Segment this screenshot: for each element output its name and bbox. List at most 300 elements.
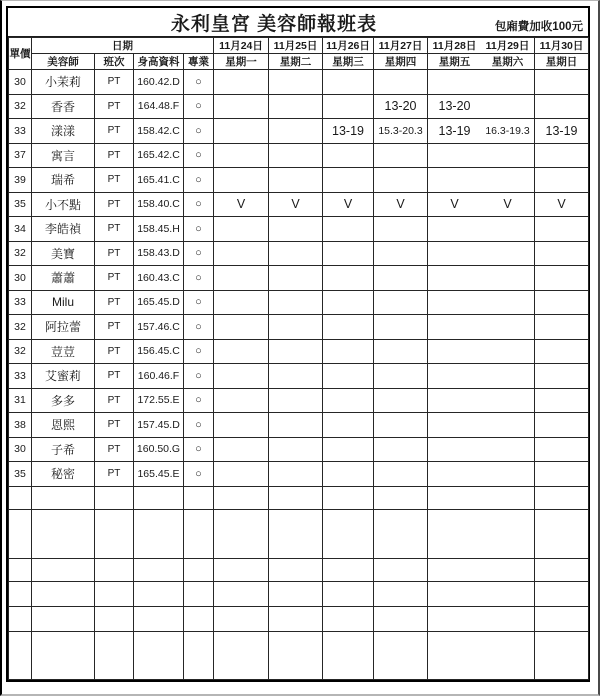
profile-cell[interactable]: 165.45.E	[134, 462, 184, 487]
schedule-cell[interactable]	[374, 315, 428, 340]
schedule-cell-merged[interactable]	[428, 339, 535, 364]
schedule-cell[interactable]	[374, 413, 428, 438]
name-cell[interactable]: 香香	[32, 94, 95, 119]
schedule-cell[interactable]: V	[214, 192, 269, 217]
empty-cell[interactable]	[32, 558, 95, 581]
schedule-cell[interactable]	[214, 241, 269, 266]
schedule-cell[interactable]: 15.3-20.3	[374, 119, 428, 144]
schedule-cell[interactable]	[214, 119, 269, 144]
shift-cell[interactable]: PT	[95, 364, 134, 389]
shift-cell[interactable]: PT	[95, 168, 134, 193]
table-row	[9, 339, 589, 364]
specialty-cell[interactable]: ○	[184, 192, 214, 217]
shift-cell[interactable]: PT	[95, 119, 134, 144]
schedule-cell[interactable]	[323, 266, 374, 291]
empty-cell[interactable]	[134, 631, 184, 679]
empty-cell[interactable]	[214, 486, 269, 509]
table-row	[9, 241, 589, 266]
profile-cell[interactable]: 157.46.C	[134, 315, 184, 340]
schedule-cell-merged[interactable]	[428, 192, 535, 217]
empty-cell[interactable]	[269, 606, 323, 631]
schedule-cell[interactable]	[374, 462, 428, 487]
empty-cell[interactable]	[184, 509, 214, 558]
schedule-cell[interactable]: 13-20	[374, 94, 428, 119]
schedule-cell[interactable]	[269, 94, 323, 119]
empty-cell[interactable]	[184, 606, 214, 631]
empty-cell[interactable]	[374, 581, 428, 606]
shift-cell[interactable]: PT	[95, 437, 134, 462]
empty-cell[interactable]	[323, 581, 374, 606]
name-cell[interactable]: 瑞希	[32, 168, 95, 193]
schedule-cell[interactable]	[323, 364, 374, 389]
name-cell[interactable]: 小茉莉	[32, 70, 95, 95]
schedule-cell-merged[interactable]	[428, 70, 535, 95]
empty-cell[interactable]	[323, 486, 374, 509]
empty-cell[interactable]	[535, 581, 589, 606]
schedule-cell[interactable]	[214, 168, 269, 193]
schedule-sheet	[6, 6, 590, 682]
schedule-cell[interactable]	[269, 290, 323, 315]
empty-cell[interactable]	[428, 486, 535, 509]
table-row	[9, 94, 589, 119]
schedule-cell[interactable]	[535, 143, 589, 168]
schedule-cell-merged[interactable]	[428, 217, 535, 242]
table-row	[9, 143, 589, 168]
empty-cell[interactable]	[9, 581, 32, 606]
empty-row	[9, 558, 589, 581]
empty-cell[interactable]	[428, 631, 535, 679]
specialty-cell[interactable]: ○	[184, 462, 214, 487]
room-fee-note: 包廂費加收100元	[494, 21, 583, 33]
schedule-cell[interactable]	[323, 70, 374, 95]
specialty-cell[interactable]: ○	[184, 143, 214, 168]
shift-cell[interactable]: PT	[95, 241, 134, 266]
profile-cell[interactable]: 164.48.F	[134, 94, 184, 119]
name-cell[interactable]: Milu	[32, 290, 95, 315]
schedule-cell[interactable]	[535, 94, 589, 119]
schedule-cell-merged[interactable]	[428, 462, 535, 487]
empty-cell[interactable]	[9, 486, 32, 509]
empty-cell[interactable]	[134, 509, 184, 558]
beautician-header[interactable]: 美容師	[32, 54, 95, 70]
specialty-cell[interactable]: ○	[184, 364, 214, 389]
schedule-cell[interactable]	[323, 413, 374, 438]
schedule-cell[interactable]	[269, 388, 323, 413]
schedule-cell[interactable]: V	[535, 192, 589, 217]
price-cell[interactable]: 38	[9, 413, 32, 438]
empty-cell[interactable]	[535, 631, 589, 679]
empty-cell[interactable]	[95, 558, 134, 581]
empty-cell[interactable]	[374, 606, 428, 631]
price-cell[interactable]: 34	[9, 217, 32, 242]
name-cell[interactable]: 子希	[32, 437, 95, 462]
schedule-cell[interactable]	[214, 364, 269, 389]
schedule-cell[interactable]	[323, 462, 374, 487]
weekday-header[interactable]: 星期一	[214, 54, 269, 70]
empty-cell[interactable]	[214, 606, 269, 631]
profile-cell[interactable]: 158.40.C	[134, 192, 184, 217]
empty-cell[interactable]	[535, 486, 589, 509]
specialty-cell[interactable]: ○	[184, 217, 214, 242]
schedule-cell[interactable]	[214, 70, 269, 95]
page-title: 永利皇宮 美容師報班表	[170, 13, 378, 35]
empty-cell[interactable]	[323, 606, 374, 631]
schedule-cell[interactable]	[214, 290, 269, 315]
empty-cell[interactable]	[428, 509, 535, 558]
price-cell[interactable]: 37	[9, 143, 32, 168]
empty-cell[interactable]	[32, 606, 95, 631]
shift-cell[interactable]: PT	[95, 70, 134, 95]
empty-cell[interactable]	[214, 509, 269, 558]
shift-cell[interactable]: PT	[95, 339, 134, 364]
empty-cell[interactable]	[323, 558, 374, 581]
name-cell[interactable]: 荳荳	[32, 339, 95, 364]
schedule-cell[interactable]	[535, 290, 589, 315]
price-cell[interactable]: 33	[9, 290, 32, 315]
schedule-cell[interactable]: V	[269, 192, 323, 217]
table-row	[9, 437, 589, 462]
specialty-cell[interactable]: ○	[184, 168, 214, 193]
profile-cell[interactable]: 160.42.D	[134, 70, 184, 95]
price-cell[interactable]: 31	[9, 388, 32, 413]
schedule-cell[interactable]: V	[323, 192, 374, 217]
table-row	[9, 462, 589, 487]
schedule-cell[interactable]	[214, 315, 269, 340]
empty-cell[interactable]	[428, 606, 535, 631]
empty-cell[interactable]	[269, 558, 323, 581]
empty-cell[interactable]	[9, 558, 32, 581]
empty-cell[interactable]	[134, 486, 184, 509]
day-date-header[interactable]: 11月30日	[535, 38, 589, 54]
shift-cell[interactable]: PT	[95, 388, 134, 413]
day-date-header[interactable]: 11月25日	[269, 38, 323, 54]
schedule-cell-merged[interactable]	[428, 437, 535, 462]
specialty-cell[interactable]: ○	[184, 388, 214, 413]
day-date-header-merged[interactable]	[428, 38, 535, 54]
specialty-cell[interactable]: ○	[184, 266, 214, 291]
empty-cell[interactable]	[214, 581, 269, 606]
price-cell[interactable]: 30	[9, 70, 32, 95]
empty-cell[interactable]	[374, 631, 428, 679]
schedule-cell[interactable]	[269, 437, 323, 462]
schedule-cell[interactable]	[374, 143, 428, 168]
shift-header[interactable]: 班次	[95, 54, 134, 70]
shift-cell[interactable]: PT	[95, 413, 134, 438]
weekday-header[interactable]: 星期日	[535, 54, 589, 70]
profile-cell[interactable]: 165.41.C	[134, 168, 184, 193]
price-cell[interactable]: 32	[9, 339, 32, 364]
price-cell[interactable]: 32	[9, 241, 32, 266]
price-cell[interactable]: 33	[9, 364, 32, 389]
schedule-cell[interactable]	[214, 413, 269, 438]
empty-cell[interactable]	[374, 509, 428, 558]
weekday-header-merged[interactable]	[428, 54, 535, 70]
empty-cell[interactable]	[269, 581, 323, 606]
empty-cell[interactable]	[32, 486, 95, 509]
table-row	[9, 192, 589, 217]
table-row	[9, 364, 589, 389]
schedule-cell[interactable]	[323, 241, 374, 266]
schedule-cell[interactable]	[269, 364, 323, 389]
empty-row	[9, 631, 589, 679]
schedule-cell[interactable]: V	[374, 192, 428, 217]
schedule-cell[interactable]	[214, 217, 269, 242]
schedule-cell-merged-left: 13-20	[438, 99, 471, 114]
profile-cell[interactable]: 160.43.C	[134, 266, 184, 291]
profile-cell[interactable]: 160.46.F	[134, 364, 184, 389]
date-header-row	[9, 38, 589, 54]
day-date-header[interactable]: 11月24日	[214, 38, 269, 54]
schedule-cell[interactable]	[535, 388, 589, 413]
table-row	[9, 217, 589, 242]
schedule-cell[interactable]	[323, 217, 374, 242]
schedule-cell[interactable]	[374, 437, 428, 462]
empty-cell[interactable]	[9, 631, 32, 679]
shift-cell[interactable]: PT	[95, 94, 134, 119]
schedule-cell-merged[interactable]	[428, 94, 535, 119]
empty-cell[interactable]	[95, 581, 134, 606]
schedule-cell[interactable]	[269, 168, 323, 193]
price-cell[interactable]: 39	[9, 168, 32, 193]
price-cell[interactable]: 30	[9, 437, 32, 462]
schedule-cell[interactable]	[269, 70, 323, 95]
schedule-cell[interactable]	[374, 217, 428, 242]
name-cell[interactable]: 恩熙	[32, 413, 95, 438]
schedule-cell[interactable]	[374, 266, 428, 291]
empty-cell[interactable]	[95, 509, 134, 558]
schedule-cell[interactable]	[323, 388, 374, 413]
profile-cell[interactable]: 157.45.D	[134, 413, 184, 438]
schedule-cell[interactable]	[214, 266, 269, 291]
weekday-header[interactable]: 星期四	[374, 54, 428, 70]
name-cell[interactable]: 美寶	[32, 241, 95, 266]
empty-cell[interactable]	[428, 558, 535, 581]
empty-cell[interactable]	[269, 486, 323, 509]
schedule-cell[interactable]	[323, 339, 374, 364]
schedule-cell-merged[interactable]	[428, 241, 535, 266]
schedule-cell[interactable]	[323, 290, 374, 315]
empty-cell[interactable]	[184, 581, 214, 606]
empty-cell[interactable]	[134, 606, 184, 631]
specialty-cell[interactable]: ○	[184, 241, 214, 266]
empty-row	[9, 509, 589, 558]
empty-cell[interactable]	[374, 558, 428, 581]
schedule-cell-merged[interactable]	[428, 119, 535, 144]
empty-cell[interactable]	[32, 631, 95, 679]
empty-cell[interactable]	[535, 509, 589, 558]
schedule-cell[interactable]	[323, 168, 374, 193]
unit-price-header[interactable]: 單價	[9, 38, 32, 70]
schedule-cell-merged-left: 13-19	[438, 123, 471, 138]
profile-cell[interactable]: 172.55.E	[134, 388, 184, 413]
schedule-cell-merged-right: 16.3-19.3	[485, 124, 530, 137]
table-row	[9, 388, 589, 413]
empty-cell[interactable]	[214, 631, 269, 679]
empty-cell[interactable]	[95, 631, 134, 679]
specialty-header[interactable]: 專業	[184, 54, 214, 70]
profile-cell[interactable]: 165.42.C	[134, 143, 184, 168]
day-date-header[interactable]: 11月26日	[323, 38, 374, 54]
specialty-cell[interactable]: ○	[184, 315, 214, 340]
schedule-cell[interactable]	[214, 339, 269, 364]
empty-cell[interactable]	[32, 509, 95, 558]
week-header-row	[9, 54, 589, 70]
schedule-cell[interactable]	[323, 437, 374, 462]
schedule-cell[interactable]	[535, 437, 589, 462]
empty-cell[interactable]	[9, 606, 32, 631]
name-cell[interactable]: 蕭蕭	[32, 266, 95, 291]
price-cell[interactable]: 33	[9, 119, 32, 144]
schedule-cell[interactable]	[214, 143, 269, 168]
shift-cell[interactable]: PT	[95, 315, 134, 340]
empty-cell[interactable]	[269, 631, 323, 679]
empty-cell[interactable]	[323, 509, 374, 558]
schedule-cell[interactable]	[323, 94, 374, 119]
schedule-cell[interactable]	[535, 168, 589, 193]
schedule-cell[interactable]	[374, 241, 428, 266]
empty-row	[9, 606, 589, 631]
schedule-cell[interactable]	[374, 339, 428, 364]
specialty-cell[interactable]: ○	[184, 290, 214, 315]
date-label-header[interactable]: 日期	[32, 38, 214, 54]
profile-cell[interactable]: 158.45.H	[134, 217, 184, 242]
name-cell[interactable]: 秘密	[32, 462, 95, 487]
name-cell[interactable]: 阿拉蕾	[32, 315, 95, 340]
profile-cell[interactable]: 165.45.D	[134, 290, 184, 315]
schedule-cell[interactable]	[269, 315, 323, 340]
profile-cell[interactable]: 160.50.G	[134, 437, 184, 462]
schedule-cell-merged[interactable]	[428, 315, 535, 340]
schedule-cell[interactable]	[374, 364, 428, 389]
day-date-header[interactable]: 11月27日	[374, 38, 428, 54]
empty-cell[interactable]	[269, 509, 323, 558]
schedule-cell[interactable]	[535, 364, 589, 389]
schedule-cell[interactable]	[374, 290, 428, 315]
empty-cell[interactable]	[134, 581, 184, 606]
schedule-cell[interactable]	[374, 70, 428, 95]
weekday-header[interactable]: 星期二	[269, 54, 323, 70]
name-cell[interactable]: 多多	[32, 388, 95, 413]
schedule-cell[interactable]	[269, 217, 323, 242]
schedule-cell-merged[interactable]	[428, 364, 535, 389]
empty-cell[interactable]	[184, 631, 214, 679]
specialty-cell[interactable]: ○	[184, 339, 214, 364]
schedule-cell[interactable]	[269, 266, 323, 291]
schedule-cell[interactable]	[535, 462, 589, 487]
schedule-cell[interactable]	[269, 339, 323, 364]
schedule-cell[interactable]: 13-19	[323, 119, 374, 144]
profile-cell[interactable]: 156.45.C	[134, 339, 184, 364]
schedule-cell[interactable]	[269, 143, 323, 168]
shift-cell[interactable]: PT	[95, 192, 134, 217]
empty-cell[interactable]	[134, 558, 184, 581]
shift-cell[interactable]: PT	[95, 462, 134, 487]
specialty-cell[interactable]: ○	[184, 70, 214, 95]
profile-cell[interactable]: 158.43.D	[134, 241, 184, 266]
shift-cell[interactable]: PT	[95, 143, 134, 168]
table-row	[9, 315, 589, 340]
price-cell[interactable]: 35	[9, 462, 32, 487]
shift-cell[interactable]: PT	[95, 266, 134, 291]
table-row	[9, 168, 589, 193]
name-cell[interactable]: 李皓禎	[32, 217, 95, 242]
profile-header[interactable]: 身高資料	[134, 54, 184, 70]
table-row	[9, 413, 589, 438]
empty-cell[interactable]	[535, 558, 589, 581]
schedule-cell[interactable]	[214, 462, 269, 487]
price-cell[interactable]: 32	[9, 315, 32, 340]
name-cell[interactable]: 艾蜜莉	[32, 364, 95, 389]
specialty-cell[interactable]: ○	[184, 437, 214, 462]
schedule-cell[interactable]	[535, 217, 589, 242]
empty-cell[interactable]	[95, 606, 134, 631]
schedule-cell[interactable]	[214, 388, 269, 413]
empty-cell[interactable]	[428, 581, 535, 606]
empty-cell[interactable]	[32, 581, 95, 606]
schedule-cell[interactable]	[374, 168, 428, 193]
schedule-cell[interactable]	[269, 462, 323, 487]
empty-cell[interactable]	[535, 606, 589, 631]
schedule-cell[interactable]	[269, 241, 323, 266]
schedule-cell[interactable]	[323, 143, 374, 168]
empty-cell[interactable]	[95, 486, 134, 509]
empty-cell[interactable]	[9, 509, 32, 558]
schedule-cell[interactable]	[214, 94, 269, 119]
weekday-header[interactable]: 星期三	[323, 54, 374, 70]
table-row	[9, 266, 589, 291]
schedule-cell-merged[interactable]	[428, 143, 535, 168]
profile-cell[interactable]: 158.42.C	[134, 119, 184, 144]
shift-cell[interactable]: PT	[95, 217, 134, 242]
schedule-cell[interactable]	[535, 413, 589, 438]
empty-cell[interactable]	[184, 486, 214, 509]
specialty-cell[interactable]: ○	[184, 94, 214, 119]
name-cell[interactable]: 寓言	[32, 143, 95, 168]
schedule-cell-merged[interactable]	[428, 290, 535, 315]
schedule-cell[interactable]	[535, 315, 589, 340]
price-cell[interactable]: 35	[9, 192, 32, 217]
schedule-cell[interactable]	[374, 388, 428, 413]
empty-cell[interactable]	[374, 486, 428, 509]
schedule-cell[interactable]	[535, 266, 589, 291]
empty-cell[interactable]	[323, 631, 374, 679]
schedule-cell-merged[interactable]	[428, 413, 535, 438]
schedule-table	[8, 37, 589, 680]
price-cell[interactable]: 30	[9, 266, 32, 291]
schedule-cell-merged[interactable]	[428, 388, 535, 413]
name-cell[interactable]: 小不點	[32, 192, 95, 217]
schedule-cell[interactable]	[269, 413, 323, 438]
schedule-cell[interactable]	[535, 70, 589, 95]
specialty-cell[interactable]: ○	[184, 119, 214, 144]
schedule-cell[interactable]	[269, 119, 323, 144]
weekday-header-merged-left: 星期五	[438, 56, 471, 68]
schedule-cell[interactable]	[535, 339, 589, 364]
empty-cell[interactable]	[214, 558, 269, 581]
schedule-cell[interactable]	[323, 315, 374, 340]
shift-cell[interactable]: PT	[95, 290, 134, 315]
schedule-cell[interactable]	[214, 437, 269, 462]
schedule-cell[interactable]: 13-19	[535, 119, 589, 144]
specialty-cell[interactable]: ○	[184, 413, 214, 438]
table-row	[9, 70, 589, 95]
schedule-cell-merged[interactable]	[428, 168, 535, 193]
name-cell[interactable]: 漾漾	[32, 119, 95, 144]
schedule-cell-merged[interactable]	[428, 266, 535, 291]
empty-cell[interactable]	[184, 558, 214, 581]
schedule-cell[interactable]	[535, 241, 589, 266]
price-cell[interactable]: 32	[9, 94, 32, 119]
